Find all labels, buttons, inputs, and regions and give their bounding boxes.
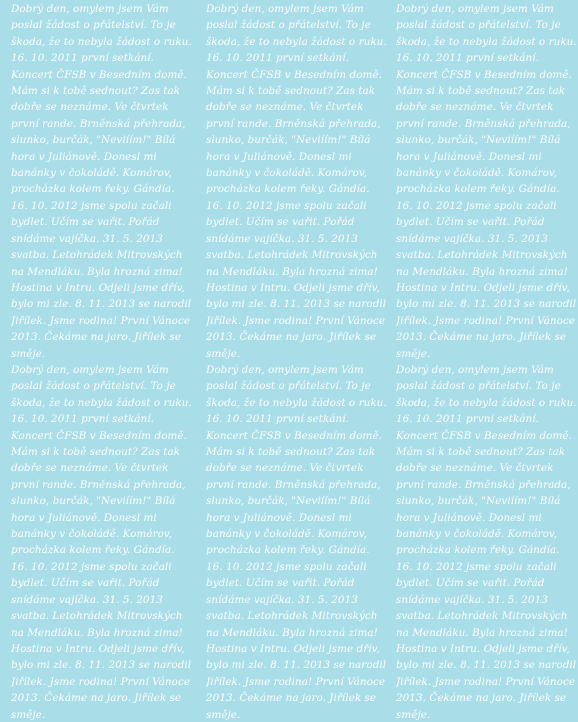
story-text: Dobrý den, omylem jsem Vám poslal žádost o přátelství. To je škoda, že to nebyla žádost o ruku. 16. 10. 2011 první setkání. Koncert ČFSB v Besedním domě. Mám si k tobě sednout? Zas tak dobře se neznáme. Ve čtvrtek první rande. Brněnská přehrada, slunko, burčák, "Neviíím!" Bílá hora v Juliánově. Donesl mi banánky v čokoládě. Komárov, procházka kolem řeky. Gándía. 16. 10. 2012 jsme spolu začali bydlet. Učím se vařit. Pořád snídáme vajíčka. 31. 5. 2013 svatba. Letohrádek Mitrovských na Mendláku. Byla hrozná zima! Hostina v Intru. Odjeli jsme dřív, bylo mi zle. 8. 11. 2013 se narodil Jiřílek. Jsme rodina! První Vánoce 2013. Čekáme na jaro. Jiřílek se směje. [11,3,192,360]
text-tile-6 [396,362,578,722]
story-text: Dobrý den, omylem jsem Vám poslal žádost o přátelství. To je škoda, že to nebyla žádost o ruku. 16. 10. 2011 první setkání. Koncert ČFSB v Besedním domě. Mám si k tobě sednout? Zas tak dobře se neznáme. Ve čtvrtek první rande. Brněnská přehrada, slunko, burčák, "Neviíím!" Bílá hora v Juliánově. Donesl mi banánky v čokoládě. Komárov, procházka kolem řeky. Gándía. 16. 10. 2012 jsme spolu začali bydlet. Učím se vařit. Pořád snídáme vajíčka. 31. 5. 2013 svatba. Letohrádek Mitrovských na Mendláku. Byla hrozná zima! Hostina v Intru. Odjeli jsme dřív, bylo mi zle. 8. 11. 2013 se narodil Jiřílek. Jsme rodina! První Vánoce 2013. Čekáme na jaro. Jiřílek se směje. [396,364,577,721]
story-text: Dobrý den, omylem jsem Vám poslal žádost o přátelství. To je škoda, že to nebyla žádost o ruku. 16. 10. 2011 první setkání. Koncert ČFSB v Besedním domě. Mám si k tobě sednout? Zas tak dobře se neznáme. Ve čtvrtek první rande. Brněnská přehrada, slunko, burčák, "Neviíím!" Bílá hora v Juliánově. Donesl mi banánky v čokoládě. Komárov, procházka kolem řeky. Gándía. 16. 10. 2012 jsme spolu začali bydlet. Učím se vařit. Pořád snídáme vajíčka. 31. 5. 2013 svatba. Letohrádek Mitrovských na Mendláku. Byla hrozná zima! Hostina v Intru. Odjeli jsme dřív, bylo mi zle. 8. 11. 2013 se narodil Jiřílek. Jsme rodina! První Vánoce 2013. Čekáme na jaro. Jiřílek se směje. [206,364,387,721]
story-text: Dobrý den, omylem jsem Vám poslal žádost o přátelství. To je škoda, že to nebyla žádost o ruku. 16. 10. 2011 první setkání. Koncert ČFSB v Besedním domě. Mám si k tobě sednout? Zas tak dobře se neznáme. Ve čtvrtek první rande. Brněnská přehrada, slunko, burčák, "Neviíím!" Bílá hora v Juliánově. Donesl mi banánky v čokoládě. Komárov, procházka kolem řeky. Gándía. 16. 10. 2012 jsme spolu začali bydlet. Učím se vařit. Pořád snídáme vajíčka. 31. 5. 2013 svatba. Letohrádek Mitrovských na Mendláku. Byla hrozná zima! Hostina v Intru. Odjeli jsme dřív, bylo mi zle. 8. 11. 2013 se narodil Jiřílek. Jsme rodina! První Vánoce 2013. Čekáme na jaro. Jiřílek se směje. [396,3,577,360]
story-text: Dobrý den, omylem jsem Vám poslal žádost o přátelství. To je škoda, že to nebyla žádost o ruku. 16. 10. 2011 první setkání. Koncert ČFSB v Besedním domě. Mám si k tobě sednout? Zas tak dobře se neznáme. Ve čtvrtek první rande. Brněnská přehrada, slunko, burčák, "Neviíím!" Bílá hora v Juliánově. Donesl mi banánky v čokoládě. Komárov, procházka kolem řeky. Gándía. 16. 10. 2012 jsme spolu začali bydlet. Učím se vařit. Pořád snídáme vajíčka. 31. 5. 2013 svatba. Letohrádek Mitrovských na Mendláku. Byla hrozná zima! Hostina v Intru. Odjeli jsme dřív, bylo mi zle. 8. 11. 2013 se narodil Jiřílek. Jsme rodina! První Vánoce 2013. Čekáme na jaro. Jiřílek se směje. [11,364,192,721]
text-tile-4 [11,362,193,722]
text-tile-1 [11,1,193,361]
text-tile-5 [206,362,388,722]
story-text: Dobrý den, omylem jsem Vám poslal žádost o přátelství. To je škoda, že to nebyla žádost o ruku. 16. 10. 2011 první setkání. Koncert ČFSB v Besedním domě. Mám si k tobě sednout? Zas tak dobře se neznáme. Ve čtvrtek první rande. Brněnská přehrada, slunko, burčák, "Neviíím!" Bílá hora v Juliánově. Donesl mi banánky v čokoládě. Komárov, procházka kolem řeky. Gándía. 16. 10. 2012 jsme spolu začali bydlet. Učím se vařit. Pořád snídáme vajíčka. 31. 5. 2013 svatba. Letohrádek Mitrovských na Mendláku. Byla hrozná zima! Hostina v Intru. Odjeli jsme dřív, bylo mi zle. 8. 11. 2013 se narodil Jiřílek. Jsme rodina! První Vánoce 2013. Čekáme na jaro. Jiřílek se směje. [206,3,387,360]
text-tile-3 [396,1,578,361]
text-tile-2 [206,1,388,361]
